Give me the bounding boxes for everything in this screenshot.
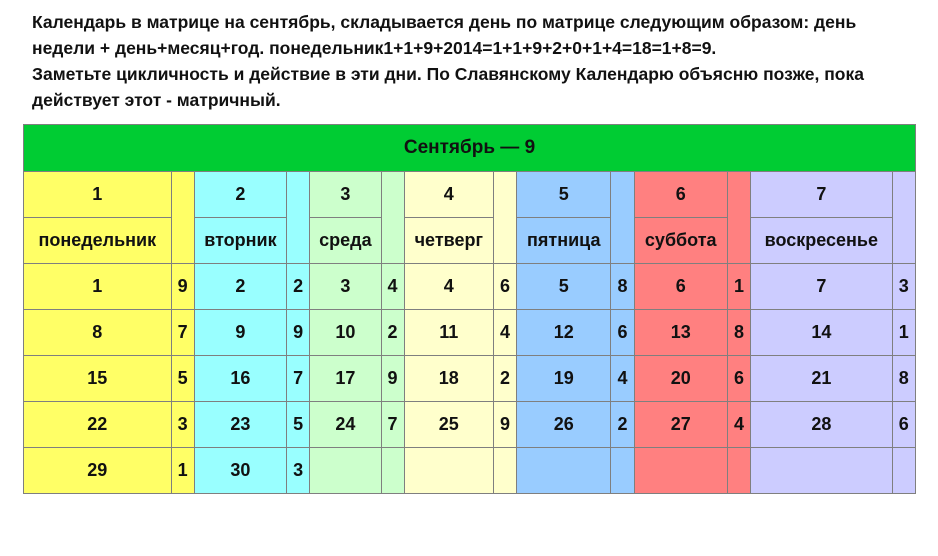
date-cell: 9 <box>194 310 286 356</box>
matrix-value-cell <box>381 448 404 494</box>
weekday-name-wednesday: среда <box>310 218 381 264</box>
date-cell: 1 <box>24 264 172 310</box>
week-row <box>24 356 916 402</box>
week-row <box>24 402 916 448</box>
matrix-value-cell <box>892 448 915 494</box>
matrix-value-cell: 9 <box>381 356 404 402</box>
matrix-value-cell: 2 <box>381 310 404 356</box>
matrix-value-cell <box>493 448 516 494</box>
weekday-number-friday: 5 <box>517 172 611 218</box>
matrix-value-cell: 3 <box>892 264 915 310</box>
date-cell <box>751 448 893 494</box>
matrix-value-cell: 6 <box>493 264 516 310</box>
matrix-value-cell: 4 <box>381 264 404 310</box>
date-cell: 22 <box>24 402 172 448</box>
month-title: Сентябрь — 9 <box>24 125 916 172</box>
weekday-matrix-spacer <box>381 172 404 264</box>
matrix-value-cell: 4 <box>493 310 516 356</box>
intro-line-2: Заметьте цикличность и действие в эти дни. По Славянскому Календарю объясню позже, пока действует этот - матричный. <box>32 64 864 110</box>
date-cell: 18 <box>404 356 493 402</box>
matrix-calendar-table <box>23 124 916 494</box>
weekday-number-thursday: 4 <box>404 172 493 218</box>
date-cell <box>310 448 381 494</box>
date-cell: 25 <box>404 402 493 448</box>
weekday-matrix-spacer <box>287 172 310 264</box>
week-row <box>24 448 916 494</box>
date-cell: 4 <box>404 264 493 310</box>
matrix-value-cell: 4 <box>727 402 750 448</box>
matrix-value-cell: 7 <box>287 356 310 402</box>
matrix-value-cell: 5 <box>287 402 310 448</box>
matrix-value-cell: 8 <box>611 264 634 310</box>
weekday-name-saturday: суббота <box>634 218 727 264</box>
date-cell: 5 <box>517 264 611 310</box>
weekday-matrix-spacer <box>892 172 915 264</box>
matrix-value-cell: 1 <box>171 448 194 494</box>
date-cell: 24 <box>310 402 381 448</box>
matrix-value-cell: 7 <box>381 402 404 448</box>
date-cell: 7 <box>751 264 893 310</box>
date-cell: 26 <box>517 402 611 448</box>
date-cell: 14 <box>751 310 893 356</box>
date-cell: 28 <box>751 402 893 448</box>
date-cell: 10 <box>310 310 381 356</box>
date-cell: 15 <box>24 356 172 402</box>
matrix-value-cell: 2 <box>611 402 634 448</box>
matrix-value-cell: 3 <box>171 402 194 448</box>
weekday-name-sunday: воскресенье <box>751 218 893 264</box>
intro-text <box>32 9 922 113</box>
matrix-value-cell: 4 <box>611 356 634 402</box>
weekday-matrix-spacer <box>171 172 194 264</box>
matrix-value-cell: 2 <box>287 264 310 310</box>
date-cell <box>517 448 611 494</box>
weekday-matrix-spacer <box>611 172 634 264</box>
date-cell: 12 <box>517 310 611 356</box>
weekday-number-wednesday: 3 <box>310 172 381 218</box>
weekday-matrix-spacer <box>727 172 750 264</box>
matrix-value-cell: 6 <box>727 356 750 402</box>
date-cell <box>634 448 727 494</box>
date-cell: 16 <box>194 356 286 402</box>
matrix-value-cell: 9 <box>171 264 194 310</box>
matrix-value-cell: 5 <box>171 356 194 402</box>
week-row <box>24 264 916 310</box>
weekday-number-saturday: 6 <box>634 172 727 218</box>
date-cell: 17 <box>310 356 381 402</box>
weekday-number-sunday: 7 <box>751 172 893 218</box>
date-cell: 30 <box>194 448 286 494</box>
matrix-value-cell: 6 <box>892 402 915 448</box>
date-cell: 6 <box>634 264 727 310</box>
weekday-name-tuesday: вторник <box>194 218 286 264</box>
matrix-value-cell <box>611 448 634 494</box>
matrix-value-cell: 8 <box>727 310 750 356</box>
matrix-value-cell: 2 <box>493 356 516 402</box>
weekday-name-monday: понедельник <box>24 218 172 264</box>
date-cell: 23 <box>194 402 286 448</box>
matrix-value-cell: 3 <box>287 448 310 494</box>
date-cell: 27 <box>634 402 727 448</box>
date-cell: 8 <box>24 310 172 356</box>
matrix-value-cell: 7 <box>171 310 194 356</box>
matrix-value-cell: 6 <box>611 310 634 356</box>
week-row <box>24 310 916 356</box>
matrix-value-cell: 1 <box>727 264 750 310</box>
matrix-value-cell: 8 <box>892 356 915 402</box>
weekday-number-monday: 1 <box>24 172 172 218</box>
date-cell: 21 <box>751 356 893 402</box>
weekday-number-tuesday: 2 <box>194 172 286 218</box>
intro-line-1: Календарь в матрице на сентябрь, складывается день по матрице следующим образом: день недели + день+месяц+год. понедельник1+1+9+2014=1+1+9+2+0+1+4=18=1+8=9. <box>32 12 857 58</box>
date-cell: 2 <box>194 264 286 310</box>
matrix-value-cell: 9 <box>287 310 310 356</box>
weekday-matrix-spacer <box>493 172 516 264</box>
weekday-name-thursday: четверг <box>404 218 493 264</box>
date-cell: 19 <box>517 356 611 402</box>
date-cell: 20 <box>634 356 727 402</box>
weekday-name-friday: пятница <box>517 218 611 264</box>
date-cell: 11 <box>404 310 493 356</box>
date-cell: 13 <box>634 310 727 356</box>
matrix-value-cell: 9 <box>493 402 516 448</box>
date-cell: 29 <box>24 448 172 494</box>
matrix-value-cell <box>727 448 750 494</box>
date-cell: 3 <box>310 264 381 310</box>
matrix-value-cell: 1 <box>892 310 915 356</box>
date-cell <box>404 448 493 494</box>
